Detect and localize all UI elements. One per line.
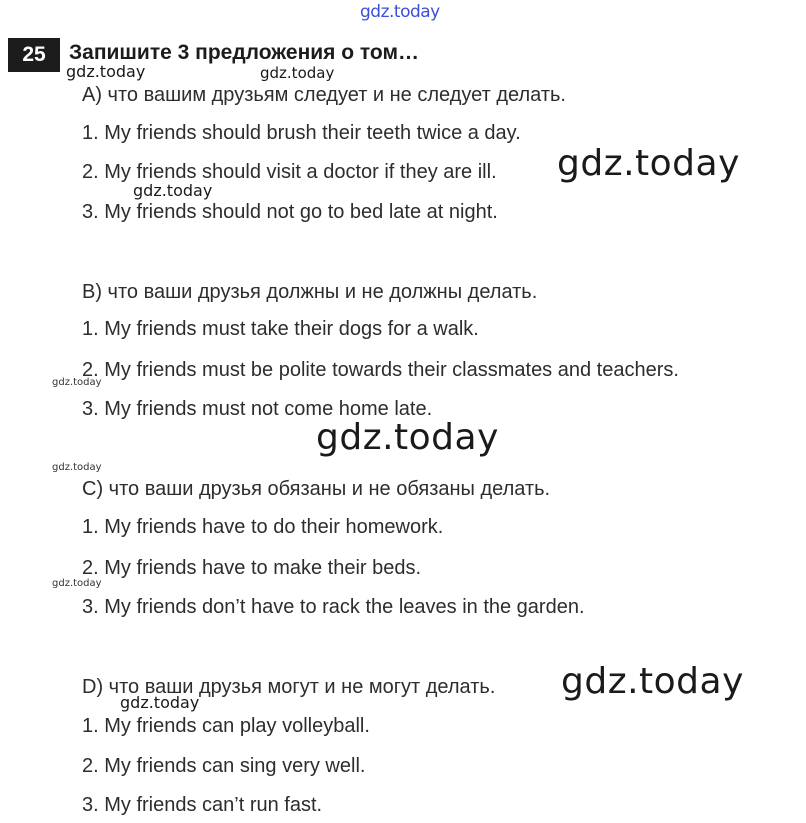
section-b-item-3: 3. My friends must not come home late. <box>82 398 433 420</box>
watermark: gdz.today <box>260 64 335 82</box>
watermark: gdz.today <box>120 693 200 712</box>
section-c-item-2: 2. My friends have to make their beds. <box>82 557 422 579</box>
section-a-item-3: 3. My friends should not go to bed late at night. <box>82 201 498 223</box>
watermark-large: gdz.today <box>561 661 744 702</box>
section-b-item-2: 2. My friends must be polite towards their classmates and teachers. <box>82 359 679 381</box>
section-d-heading: D) что ваши друзья могут и не могут делать. <box>82 676 496 698</box>
watermark: gdz.today <box>133 181 213 200</box>
watermark-top: gdz.today <box>360 2 440 22</box>
section-b-heading: B) что ваши друзья должны и не должны делать. <box>82 281 538 303</box>
section-a-item-2: 2. My friends should visit a doctor if they are ill. <box>82 161 497 183</box>
watermark-large: gdz.today <box>557 143 740 184</box>
section-a-item-1: 1. My friends should brush their teeth twice a day. <box>82 122 521 144</box>
watermark-large: gdz.today <box>316 417 499 458</box>
task-number-badge: 25 <box>8 38 60 72</box>
section-d-item-3: 3. My friends can’t run fast. <box>82 794 323 816</box>
task-title: Запишите 3 предложения о том… <box>69 41 420 64</box>
watermark-small: gdz.today <box>52 578 102 589</box>
section-b-item-1: 1. My friends must take their dogs for a walk. <box>82 318 479 340</box>
watermark-small: gdz.today <box>52 377 102 388</box>
section-d-item-1: 1. My friends can play volleyball. <box>82 715 370 737</box>
watermark: gdz.today <box>66 62 146 81</box>
section-c-heading: C) что ваши друзья обязаны и не обязаны делать. <box>82 478 551 500</box>
watermark-small: gdz.today <box>52 462 102 473</box>
section-d-item-2: 2. My friends can sing very well. <box>82 755 366 777</box>
section-c-item-1: 1. My friends have to do their homework. <box>82 516 444 538</box>
section-c-item-3: 3. My friends don’t have to rack the leaves in the garden. <box>82 596 585 618</box>
section-a-heading: A) что вашим друзьям следует и не следует делать. <box>82 84 566 106</box>
